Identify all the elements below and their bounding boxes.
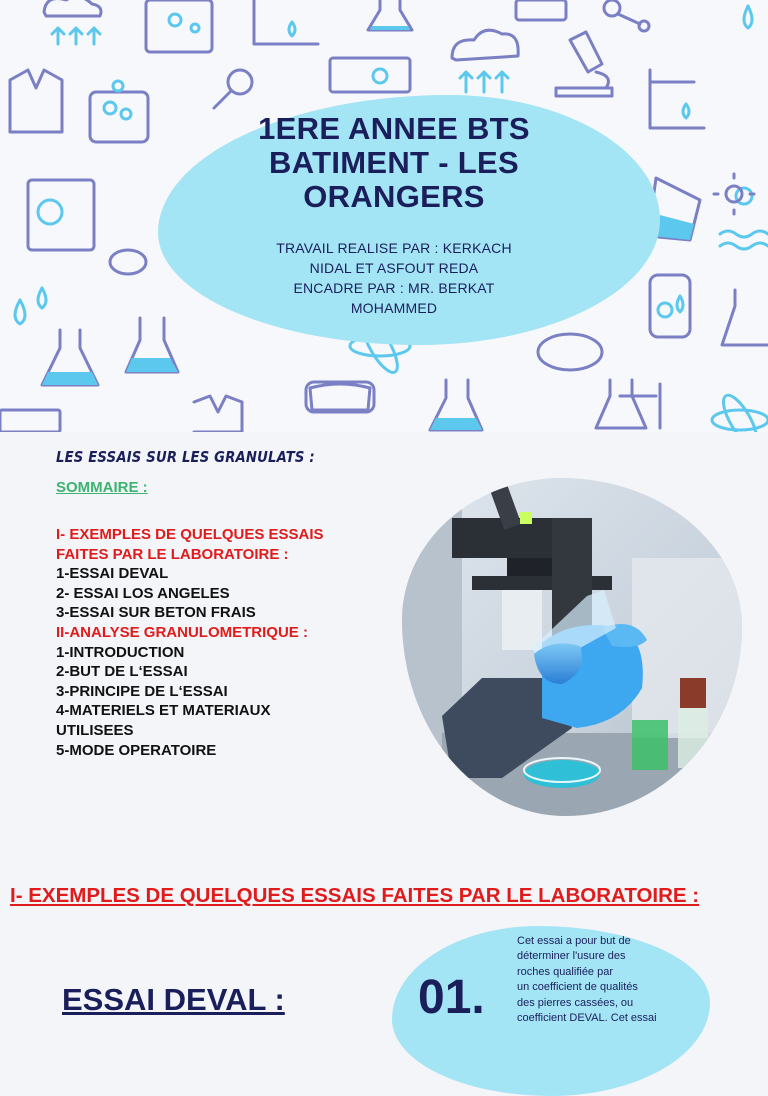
essai-description bbox=[517, 934, 667, 1026]
section-heading: I- EXEMPLES DE QUELQUES ESSAIS FAITES PAR LE LABORATOIRE : bbox=[10, 884, 700, 907]
toc-item: 4-MATERIELS ET MATERIAUX bbox=[56, 702, 271, 720]
cover-title bbox=[210, 112, 578, 214]
cover-title-line: ORANGERS bbox=[303, 179, 485, 214]
cover-subtitle-line: NIDAL ET ASFOUT REDA bbox=[309, 260, 479, 276]
cover-subtitle bbox=[230, 238, 558, 318]
description-line: coefficient DEVAL. Cet essai bbox=[517, 1012, 657, 1025]
description-line: Cet essai a pour but de bbox=[517, 935, 631, 947]
toc-item: I- EXEMPLES DE QUELQUES ESSAIS bbox=[56, 526, 324, 543]
magnifier-icon bbox=[214, 0, 649, 108]
toc-item: 3-ESSAI SUR BETON FRAIS bbox=[56, 604, 256, 622]
cover-subtitle-line: TRAVAIL REALISE PAR : KERKACH bbox=[276, 240, 512, 256]
description-line: roches qualifiée par bbox=[517, 965, 614, 978]
cover-title-line: 1ERE ANNEE BTS bbox=[258, 111, 530, 146]
goggles-icon bbox=[310, 384, 370, 410]
cloud-icon bbox=[44, 0, 518, 60]
description-line: un coefficient de qualités bbox=[517, 981, 638, 994]
toc-item: FAITES PAR LE LABORATOIRE : bbox=[56, 545, 289, 563]
granulats-section-title: LES ESSAIS SUR LES GRANULATS : bbox=[56, 448, 315, 466]
toc-item: 2-BUT DE L‘ESSAI bbox=[56, 663, 188, 681]
toc-item: 1-ESSAI DEVAL bbox=[56, 565, 169, 583]
table-of-contents bbox=[56, 525, 356, 760]
cover-title-line: BATIMENT - LES bbox=[269, 145, 519, 180]
cover-subtitle-line: ENCADRE PAR : MR. BERKAT bbox=[293, 280, 495, 296]
sommaire-label: SOMMAIRE : bbox=[56, 479, 148, 496]
description-line: déterminer l'usure des bbox=[517, 950, 626, 963]
lab-photo bbox=[402, 478, 742, 816]
lab-scene-illustration bbox=[402, 478, 742, 816]
toc-item: 3-PRINCIPE DE L‘ESSAI bbox=[56, 682, 228, 700]
cover-subtitle-line: MOHAMMED bbox=[350, 300, 438, 316]
essai-deval-title: ESSAI DEVAL : bbox=[62, 982, 285, 1017]
toc-item: 1-INTRODUCTION bbox=[56, 643, 185, 661]
item-number: 01. bbox=[418, 971, 485, 1024]
cover-hero bbox=[0, 0, 768, 432]
sun-icon bbox=[714, 174, 754, 214]
toc-item: UTILISEES bbox=[56, 721, 134, 739]
waves-icon bbox=[720, 231, 768, 249]
microscope-icon bbox=[556, 32, 612, 96]
toc-item: II-ANALYSE GRANULOMETRIQUE : bbox=[56, 623, 308, 641]
toc-item: 2- ESSAI LOS ANGELES bbox=[56, 584, 230, 602]
description-line: des pierres cassées, ou bbox=[517, 996, 634, 1009]
toc-item: 5-MODE OPERATOIRE bbox=[56, 741, 217, 759]
